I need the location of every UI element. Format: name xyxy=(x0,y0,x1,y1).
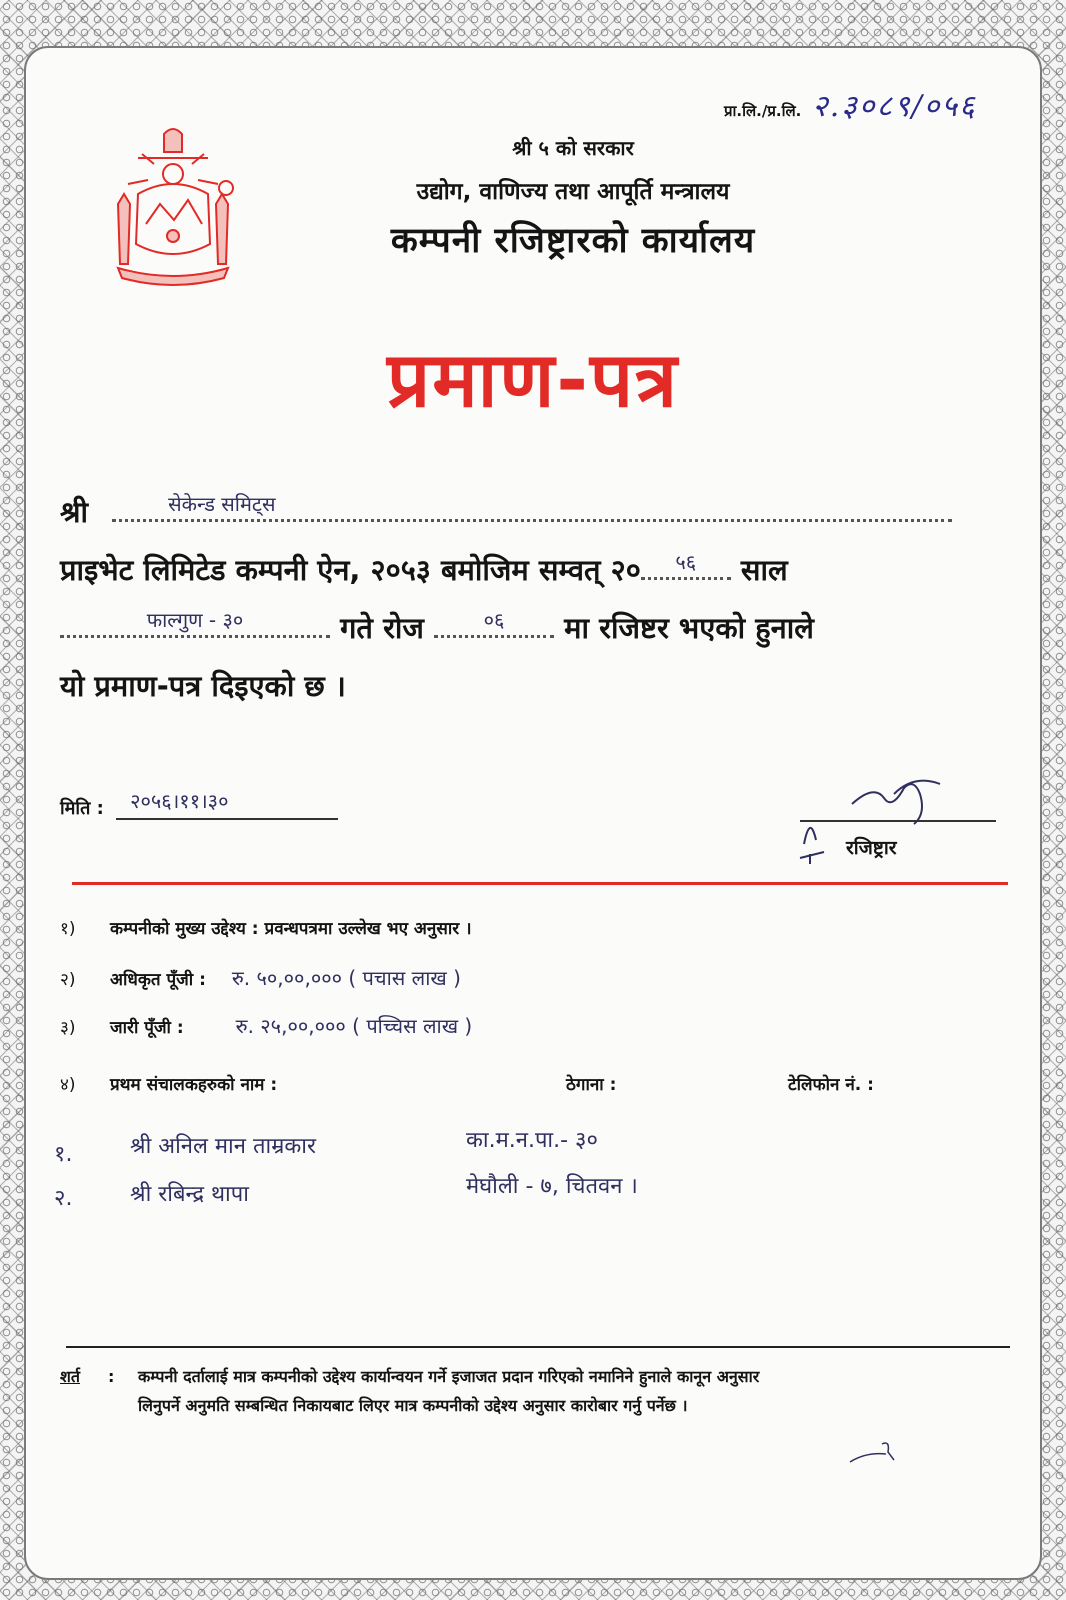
item-value: रु. २५,००,००० ( पच्चिस लाख ) xyxy=(235,1014,473,1038)
item-issued-capital xyxy=(60,1012,472,1039)
registration-label: प्रा.लि./प्र.लि. xyxy=(724,102,802,120)
para-line-3: यो प्रमाण-पत्र दिइएको छ । xyxy=(60,669,346,703)
item-label: कम्पनीको मुख्य उद्देश्य : xyxy=(110,919,259,939)
registration-number xyxy=(724,84,977,125)
ministry-name: उद्योग, वाणिज्य तथा आपूर्ति मन्त्रालय xyxy=(416,179,730,205)
weekday-value: ०६ xyxy=(483,608,505,632)
item-number: २) xyxy=(60,970,76,990)
item-objective xyxy=(60,916,472,939)
item-label: अधिकृत पूँजी : xyxy=(110,970,206,990)
certificate-paper xyxy=(24,46,1042,1580)
item-number: ४) xyxy=(60,1075,76,1095)
phone-column-header: टेलिफोन नं. : xyxy=(788,1075,874,1095)
date-label: मिति : xyxy=(60,798,104,819)
signature-line xyxy=(800,820,996,822)
black-divider xyxy=(66,1346,1010,1348)
item-label: जारी पूँजी : xyxy=(110,1018,184,1038)
condition-line-1 xyxy=(60,1360,759,1394)
month-day-value: फाल्गुण - ३० xyxy=(146,608,244,632)
date-value: २०५६।११।३० xyxy=(130,789,229,813)
initial-mark-icon xyxy=(846,1438,906,1468)
company-name-blank xyxy=(112,492,952,522)
gov-line-1: श्री ५ को सरकार xyxy=(512,136,634,160)
condition-text-2: लिनुपर्ने अनुमति सम्बन्धित निकायबाट लिएर मात्र कम्पनीको उद्देश्य अनुसार कारोबार गर्नु पर्नेछ । xyxy=(138,1396,688,1415)
date-blank xyxy=(116,789,338,820)
year-value: ५६ xyxy=(675,550,697,574)
item-number: १) xyxy=(60,919,76,939)
weekday-blank xyxy=(434,608,554,638)
item-value: रु. ५०,००,००० ( पचास लाख ) xyxy=(231,966,461,990)
month-day-blank xyxy=(60,608,330,638)
year-blank xyxy=(641,550,731,580)
shree-label: श्री xyxy=(60,495,89,529)
address-column-header: ठेगाना : xyxy=(566,1075,617,1095)
condition-colon: : xyxy=(108,1367,115,1386)
saal-label: साल xyxy=(740,553,788,587)
para2-tail: मा रजिष्टर भएको हुनाले xyxy=(564,611,814,645)
date-row xyxy=(60,789,338,820)
item-authorized-capital xyxy=(60,964,461,991)
para1-text: प्राइभेट लिमिटेड कम्पनी ऐन, २०५३ बमोजिम सम्वत् २० xyxy=(60,553,641,587)
director-number: १. xyxy=(54,1142,73,1167)
director-name: श्री रबिन्द्र थापा xyxy=(130,1182,249,1207)
office-name: कम्पनी रजिष्ट्रारको कार्यालय xyxy=(390,221,756,261)
director-address: मेघौली - ७, चितवन । xyxy=(466,1174,638,1199)
registrar-label: रजिष्ट्रार xyxy=(846,837,897,859)
item-label: प्रथम संचालकहरुको नाम : xyxy=(110,1075,278,1095)
director-address: का.म.न.पा.- ३० xyxy=(466,1128,598,1153)
director-name: श्री अनिल मान ताम्रकार xyxy=(130,1134,316,1159)
certificate-title: प्रमाण-पत्र xyxy=(387,335,679,424)
director-number: २. xyxy=(54,1186,73,1211)
item-value: प्रवन्धपत्रमा उल्लेख भए अनुसार । xyxy=(264,919,472,939)
company-name: सेकेन्ड समिट्स xyxy=(168,492,276,516)
condition-text-1: कम्पनी दर्तालाई मात्र कम्पनीको उद्देश्य कार्यान्वयन गर्ने इजाजत प्रदान गरिएको नमानिने हुनाले कानून अनुसार xyxy=(138,1367,760,1386)
registration-value: २.३०८९/०५६ xyxy=(812,89,977,124)
red-divider xyxy=(72,882,1008,885)
item-number: ३) xyxy=(60,1018,76,1038)
company-line xyxy=(60,492,952,531)
gate-roj-label: गते रोज xyxy=(340,611,424,645)
condition-label: शर्त xyxy=(60,1367,81,1386)
item-directors xyxy=(60,1072,277,1095)
para-line-2 xyxy=(60,608,814,647)
para-line-1 xyxy=(60,550,788,589)
